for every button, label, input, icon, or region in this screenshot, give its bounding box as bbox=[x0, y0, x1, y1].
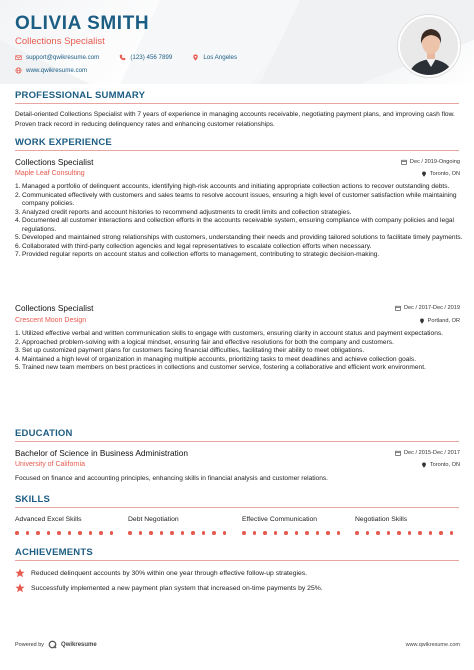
education-degree: Bachelor of Science in Business Administration bbox=[15, 448, 188, 458]
achievement-item bbox=[15, 568, 307, 578]
calendar-icon bbox=[395, 305, 401, 311]
list-item: Collaborated with third-party collection agencies and legal representatives to escalate collection efforts when necessary. bbox=[22, 242, 372, 250]
powered-by-label: Powered by bbox=[15, 641, 45, 648]
achievements-divider bbox=[15, 560, 459, 561]
job-1-bullets bbox=[15, 183, 465, 260]
contact-row-1 bbox=[15, 54, 237, 61]
education-heading: EDUCATION bbox=[15, 428, 73, 439]
award-icon bbox=[15, 583, 25, 593]
job-2-role: Collections Specialist bbox=[15, 303, 94, 313]
profile-photo bbox=[398, 15, 460, 77]
skill-item: Advanced Excel Skills bbox=[15, 516, 82, 523]
education-location bbox=[421, 462, 460, 468]
job-1-location bbox=[421, 171, 460, 177]
achievement-text: Reduced delinquent accounts by 30% within one year through effective follow-up strategies. bbox=[31, 569, 308, 577]
candidate-title: Collections Specialist bbox=[15, 36, 105, 47]
job-2-dates bbox=[395, 305, 460, 311]
calendar-icon bbox=[395, 450, 401, 456]
job-1-dates bbox=[401, 159, 460, 165]
job-2-company: Crescent Moon Design bbox=[15, 317, 87, 324]
experience-heading: WORK EXPERIENCE bbox=[15, 137, 112, 148]
list-item: Trained new team members on best practices in collections and customer service, fostering a collaborative and efficient work environment. bbox=[22, 364, 426, 372]
location-pin-icon bbox=[421, 462, 427, 468]
job-1-role: Collections Specialist bbox=[15, 157, 94, 167]
education-text: Focused on finance and accounting principles, enhancing skills in financial analysis and customer relations. bbox=[15, 475, 329, 482]
location-pin-icon bbox=[419, 318, 425, 324]
skill-rating-dots bbox=[355, 531, 453, 535]
globe-icon bbox=[15, 67, 22, 74]
phone-number[interactable]: (123) 456 7899 bbox=[130, 54, 173, 61]
brand-name: Qwikresume bbox=[61, 641, 97, 648]
skill-rating-dots bbox=[128, 531, 226, 535]
list-item: Developed and maintained strong relationships with customers, understanding their needs and providing tailored solutions to facilitate timely payments. bbox=[22, 234, 463, 242]
footer-url[interactable]: www.qwikresume.com bbox=[405, 642, 460, 648]
skill-item: Debt Negotiation bbox=[128, 516, 179, 523]
list-item: Communicated effectively with customers and sales teams to resolve account issues, ensuring a high level of customer satisfaction while maintaining company policies. bbox=[22, 191, 457, 208]
summary-heading: PROFESSIONAL SUMMARY bbox=[15, 90, 146, 101]
achievement-item bbox=[15, 583, 323, 593]
candidate-name: OLIVIA SMITH bbox=[15, 13, 150, 34]
job-2-dates-text: Dec / 2017-Dec / 2019 bbox=[404, 305, 460, 311]
list-item: Analyzed credit reports and account histories to recommend adjustments to credit limits and collection strategies. bbox=[22, 208, 352, 216]
location-pin-icon bbox=[421, 171, 427, 177]
list-item: Managed a portfolio of delinquent accounts, identifying high-risk accounts and initiating appropriate collection actions to recover outstanding debts. bbox=[22, 183, 450, 190]
education-school: University of California bbox=[15, 461, 86, 468]
job-1-dates-text: Dec / 2019-Ongoing bbox=[409, 159, 460, 165]
list-item: Utilized effective verbal and written communication skills to engage with customers, ensuring clarity in account status and payment expectations. bbox=[22, 330, 443, 337]
list-item: Provided regular reports on account status and collection efforts to management, contributing to strategic decision-making. bbox=[22, 251, 380, 259]
job-2-location-text: Portland, OR bbox=[427, 318, 460, 324]
list-item: Approached problem-solving with a logical mindset, ensuring fair and effective resolutions for both the company and customers. bbox=[22, 338, 394, 346]
achievement-text: Successfully implemented a new payment plan system that increased on-time payments by 25%. bbox=[31, 584, 323, 592]
skill-rating-dots bbox=[242, 531, 340, 535]
education-location-text: Toronto, ON bbox=[429, 462, 460, 468]
skill-item: Negotiation Skills bbox=[355, 516, 408, 523]
location-text: Los Angeles bbox=[203, 54, 238, 61]
education-dates-text: Dec / 2015-Dec / 2017 bbox=[404, 450, 460, 456]
list-item: Documented all customer interactions and collection efforts in the accounts receivable system, ensuring compliance with company policies and legal regulations. bbox=[22, 217, 454, 233]
location-pin-icon bbox=[192, 54, 199, 61]
qwikresume-logo-icon bbox=[48, 640, 57, 649]
email-link[interactable]: support@qwikresume.com bbox=[26, 54, 100, 61]
award-icon bbox=[15, 568, 25, 578]
list-item: Maintained a high level of organization in managing multiple accounts, prioritizing tasks to meet deadlines and achieve collection goals. bbox=[22, 355, 417, 363]
skill-rating-dots bbox=[15, 531, 113, 535]
skills-heading: SKILLS bbox=[15, 494, 50, 505]
experience-divider bbox=[15, 150, 459, 151]
list-item: Set up customized payment plans for customers facing financial difficulties, facilitating their ability to meet obligations. bbox=[22, 347, 365, 355]
job-2-bullets bbox=[15, 330, 465, 373]
phone-icon bbox=[119, 54, 126, 61]
summary-divider bbox=[15, 103, 459, 104]
skills-divider bbox=[15, 507, 459, 508]
achievements-heading: ACHIEVEMENTS bbox=[15, 547, 93, 558]
website-link[interactable]: www.qwikresume.com bbox=[26, 67, 88, 74]
education-dates bbox=[395, 450, 460, 456]
job-1-location-text: Toronto, ON bbox=[429, 171, 460, 177]
skill-item: Effective Communication bbox=[242, 516, 318, 523]
footer-powered-by bbox=[15, 640, 97, 649]
email-icon bbox=[15, 54, 22, 61]
summary-text: Detail-oriented Collections Specialist with 7 years of experience in managing accounts receivable, negotiating payment plans, and improving cash flow. Proven track record in reducing delinquency rates and enhancing customer relationships. bbox=[15, 111, 455, 128]
job-2-location bbox=[419, 318, 460, 324]
contact-row-2 bbox=[15, 67, 87, 74]
job-1-company: Maple Leaf Consulting bbox=[15, 170, 85, 177]
education-divider bbox=[15, 441, 459, 442]
calendar-icon bbox=[401, 159, 407, 165]
